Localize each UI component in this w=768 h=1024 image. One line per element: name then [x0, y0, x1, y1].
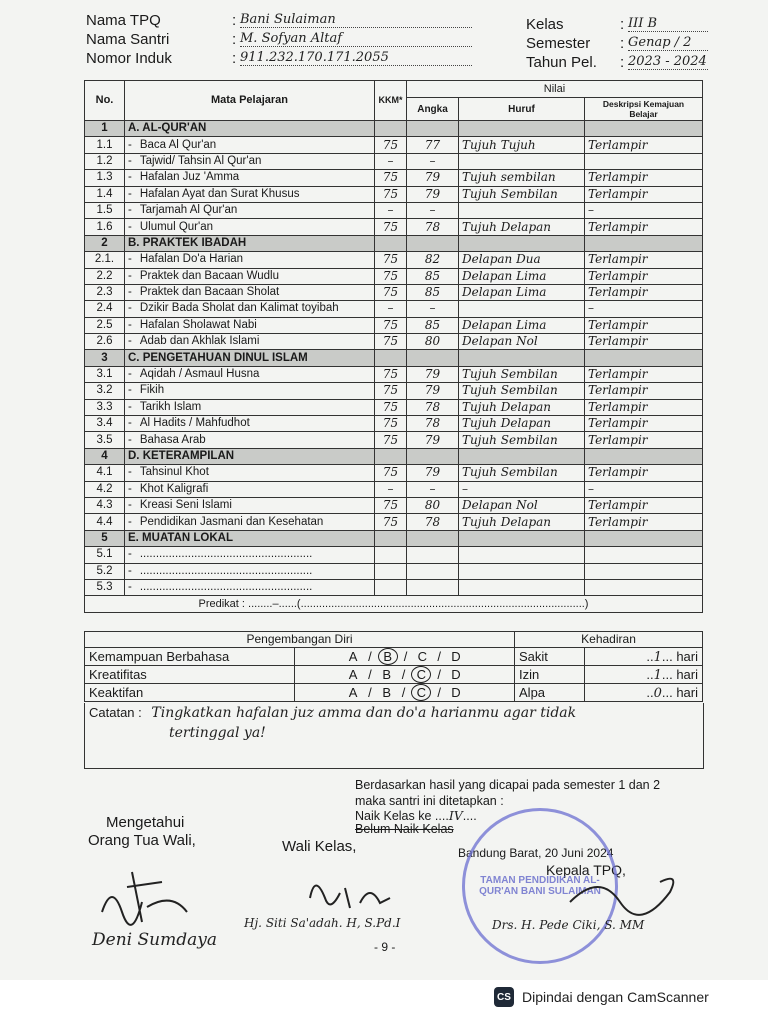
deskripsi-value	[585, 153, 703, 169]
angka-value	[407, 563, 459, 579]
attendance-count: 0	[653, 685, 662, 701]
nama-tpq-value: Bani Sulaiman	[240, 12, 472, 28]
pengembangan-title: Pengembangan Diri	[85, 632, 515, 648]
development-item: Keaktifan	[85, 684, 295, 702]
nama-santri-label: Nama Santri	[86, 31, 170, 48]
kkm-value: 75	[375, 399, 407, 415]
subject-name: - Fikih	[125, 383, 375, 399]
huruf-value	[459, 301, 585, 317]
col-header-kkm: KKM*	[375, 81, 407, 121]
development-item: Kemampuan Berbahasa	[85, 648, 295, 666]
deskripsi-value: Terlampir	[585, 432, 703, 448]
table-row	[85, 219, 703, 235]
row-number: 3.4	[85, 416, 125, 432]
row-number: 1.1	[85, 137, 125, 153]
subject-name: - ......................................................	[125, 547, 375, 563]
row-number: 3.5	[85, 432, 125, 448]
huruf-value: Tujuh Sembilan	[459, 383, 585, 399]
subject-name: - Tahsinul Khot	[125, 465, 375, 481]
subject-name: - Hafalan Ayat dan Surat Khusus	[125, 186, 375, 202]
col-header-mapel: Mata Pelajaran	[125, 81, 375, 121]
development-item: Kreatifitas	[85, 666, 295, 684]
row-number: 4.4	[85, 514, 125, 530]
angka-value: 79	[407, 383, 459, 399]
row-number: 2.2	[85, 268, 125, 284]
table-row	[85, 366, 703, 382]
table-row	[85, 284, 703, 300]
attendance-count: 1	[653, 667, 662, 683]
huruf-value: Tujuh sembilan	[459, 170, 585, 186]
section-title: D. KETERAMPILAN	[125, 448, 375, 464]
subject-name: - Bahasa Arab	[125, 432, 375, 448]
decision-line-1: Berdasarkan hasil yang dicapai pada semester 1 dan 2	[355, 778, 661, 792]
table-row	[85, 416, 703, 432]
section-number: 2	[85, 235, 125, 251]
row-number: 1.4	[85, 186, 125, 202]
orang-tua-label: Orang Tua Wali,	[88, 832, 196, 849]
angka-value: 79	[407, 366, 459, 382]
colon: :	[620, 35, 625, 52]
deskripsi-value: Terlampir	[585, 186, 703, 202]
table-row	[85, 170, 703, 186]
kkm-value: 75	[375, 416, 407, 432]
section-title: C. PENGETAHUAN DINUL ISLAM	[125, 350, 375, 366]
row-number: 1.2	[85, 153, 125, 169]
row-number: 1.3	[85, 170, 125, 186]
table-row	[85, 497, 703, 513]
kkm-value: –	[375, 153, 407, 169]
huruf-value	[459, 579, 585, 595]
kkm-value: 75	[375, 284, 407, 300]
subject-name: - Tajwid/ Tahsin Al Qur'an	[125, 153, 375, 169]
section-row	[85, 530, 703, 546]
grade-option: A	[348, 667, 358, 682]
colon: :	[620, 16, 625, 33]
angka-value: 79	[407, 170, 459, 186]
huruf-value: Delapan Lima	[459, 268, 585, 284]
tahun-value: 2023 - 2024	[628, 54, 707, 69]
row-number: 5.1	[85, 547, 125, 563]
angka-value	[407, 579, 459, 595]
angka-value: 78	[407, 219, 459, 235]
grade-option: A	[348, 649, 358, 664]
table-row	[85, 317, 703, 333]
table-row	[85, 481, 703, 497]
subject-name: - Aqidah / Asmaul Husna	[125, 366, 375, 382]
deskripsi-value: Terlampir	[585, 366, 703, 382]
deskripsi-value	[585, 563, 703, 579]
catatan-box	[84, 703, 704, 769]
kkm-value: 75	[375, 465, 407, 481]
row-number: 5.2	[85, 563, 125, 579]
attendance-label: Izin	[515, 666, 585, 684]
subject-name: - Praktek dan Bacaan Wudlu	[125, 268, 375, 284]
row-number: 2.1.	[85, 252, 125, 268]
deskripsi-value: Terlampir	[585, 170, 703, 186]
col-header-deskripsi: Deskripsi Kemajuan Belajar	[585, 98, 703, 121]
huruf-value: Delapan Nol	[459, 497, 585, 513]
predikat-row: Predikat : ........–......(.............................................................................................)	[85, 596, 703, 612]
kkm-value: –	[375, 301, 407, 317]
section-row	[85, 121, 703, 137]
attendance-count: 1	[653, 649, 662, 665]
deskripsi-value: Terlampir	[585, 416, 703, 432]
grade-option: C	[417, 649, 427, 664]
huruf-value: Tujuh Delapan	[459, 219, 585, 235]
deskripsi-value: –	[585, 202, 703, 218]
deskripsi-value: Terlampir	[585, 252, 703, 268]
camscanner-text: Dipindai dengan CamScanner	[522, 989, 709, 1005]
kelas-label: Kelas	[526, 16, 564, 33]
row-number: 3.1	[85, 366, 125, 382]
angka-value: 78	[407, 416, 459, 432]
naik-kelas-value: IV	[448, 808, 463, 823]
subject-name: - Ulumul Qur'an	[125, 219, 375, 235]
angka-value: 78	[407, 399, 459, 415]
grade-scale: A / B / C / D	[295, 684, 515, 702]
angka-value: 80	[407, 497, 459, 513]
kkm-value: –	[375, 481, 407, 497]
table-row	[85, 547, 703, 563]
attendance-value: ..1... hari	[585, 648, 703, 666]
row-number: 4.2	[85, 481, 125, 497]
subject-name: - Kreasi Seni Islami	[125, 497, 375, 513]
huruf-value	[459, 547, 585, 563]
kepala-tpq-label: Kepala TPQ,	[546, 862, 626, 878]
huruf-value: Delapan Lima	[459, 317, 585, 333]
row-number: 3.2	[85, 383, 125, 399]
subject-name: - ......................................................	[125, 579, 375, 595]
subject-name: - Tarikh Islam	[125, 399, 375, 415]
tahun-label: Tahun Pel.	[526, 54, 597, 71]
attendance-value: ..0... hari	[585, 684, 703, 702]
deskripsi-value	[585, 547, 703, 563]
attendance-value: ..1... hari	[585, 666, 703, 684]
col-header-nilai: Nilai	[407, 81, 703, 98]
table-row	[85, 301, 703, 317]
attendance-label: Alpa	[515, 684, 585, 702]
huruf-value: Tujuh Delapan	[459, 399, 585, 415]
deskripsi-value: Terlampir	[585, 399, 703, 415]
subject-name: - Pendidikan Jasmani dan Kesehatan	[125, 514, 375, 530]
catatan-line-1: Tingkatkan hafalan juz amma dan do'a harianmu agar tidak	[151, 705, 577, 721]
section-row	[85, 235, 703, 251]
table-row	[85, 563, 703, 579]
kkm-value: 75	[375, 137, 407, 153]
nomor-induk-label: Nomor Induk	[86, 50, 172, 67]
huruf-value: Tujuh Sembilan	[459, 432, 585, 448]
row-number: 2.5	[85, 317, 125, 333]
catatan-label: Catatan :	[89, 705, 142, 720]
grade-scale: A / B / C / D	[295, 648, 515, 666]
kkm-value	[375, 563, 407, 579]
angka-value: 79	[407, 432, 459, 448]
grades-table	[84, 80, 703, 613]
angka-value: –	[407, 202, 459, 218]
subject-name: - Khot Kaligrafi	[125, 481, 375, 497]
kelas-value: III B	[628, 16, 708, 32]
kepala-name: Drs. H. Pede Ciki, S. MM	[492, 918, 645, 932]
kkm-value: 75	[375, 186, 407, 202]
subject-name: - Hafalan Sholawat Nabi	[125, 317, 375, 333]
angka-value: 85	[407, 268, 459, 284]
attendance-unit: hari	[676, 684, 699, 700]
huruf-value: Delapan Nol	[459, 334, 585, 350]
grade-scale: A / B / C / D	[295, 666, 515, 684]
stamp-text: TAMAN PENDIDIKAN AL-QUR'AN BANI SULAIMAN	[479, 875, 601, 897]
row-number: 1.5	[85, 202, 125, 218]
table-row	[85, 383, 703, 399]
kepala-signature	[560, 862, 690, 922]
attendance-unit: hari	[676, 648, 699, 664]
development-table	[84, 631, 703, 702]
table-row	[85, 252, 703, 268]
angka-value: –	[407, 301, 459, 317]
wali-name: Hj. Siti Sa'adah. H, S.Pd.I	[244, 916, 401, 930]
table-row	[85, 579, 703, 595]
parent-name: Deni Sumdaya	[92, 930, 217, 950]
development-row	[85, 684, 703, 702]
subject-name: - Adab dan Akhlak Islami	[125, 334, 375, 350]
page-number: - 9 -	[374, 940, 396, 954]
kkm-value: 75	[375, 219, 407, 235]
table-row	[85, 514, 703, 530]
huruf-value	[459, 153, 585, 169]
camscanner-icon: CS	[494, 987, 514, 1007]
deskripsi-value: Terlampir	[585, 137, 703, 153]
row-number: 5.3	[85, 579, 125, 595]
kkm-value: 75	[375, 514, 407, 530]
grade-option: D	[451, 685, 461, 700]
catatan-line-2: tertinggal ya!	[169, 725, 266, 741]
development-row	[85, 648, 703, 666]
kehadiran-title: Kehadiran	[515, 632, 703, 648]
deskripsi-value	[585, 579, 703, 595]
section-title: E. MUATAN LOKAL	[125, 530, 375, 546]
attendance-unit: hari	[676, 666, 699, 682]
grade-option: C	[411, 684, 431, 701]
section-number: 1	[85, 121, 125, 137]
huruf-value: Tujuh Sembilan	[459, 366, 585, 382]
colon: :	[232, 12, 237, 29]
kkm-value: 75	[375, 497, 407, 513]
angka-value: –	[407, 481, 459, 497]
table-row	[85, 465, 703, 481]
camscanner-watermark	[486, 984, 717, 1010]
naik-kelas-label: Naik Kelas ke	[355, 809, 432, 823]
grade-option: A	[348, 685, 358, 700]
place-date: Bandung Barat, 20 Juni 2024	[458, 846, 614, 860]
grade-option: B	[378, 648, 398, 665]
section-row	[85, 448, 703, 464]
row-number: 1.6	[85, 219, 125, 235]
subject-name: - Tarjamah Al Qur'an	[125, 202, 375, 218]
angka-value: 85	[407, 284, 459, 300]
deskripsi-value: Terlampir	[585, 514, 703, 530]
subject-name: - Hafalan Do'a Harian	[125, 252, 375, 268]
subject-name: - Baca Al Qur'an	[125, 137, 375, 153]
class-header	[526, 16, 716, 76]
table-row	[85, 153, 703, 169]
development-body	[85, 648, 703, 702]
angka-value: –	[407, 153, 459, 169]
huruf-value: Tujuh Delapan	[459, 416, 585, 432]
col-header-no: No.	[85, 81, 125, 121]
table-row	[85, 399, 703, 415]
section-title: A. AL-QUR'AN	[125, 121, 375, 137]
grade-option: B	[382, 667, 392, 682]
attendance-label: Sakit	[515, 648, 585, 666]
table-row	[85, 268, 703, 284]
table-row	[85, 334, 703, 350]
subject-name: - Dzikir Bada Sholat dan Kalimat toyibah	[125, 301, 375, 317]
kkm-value: 75	[375, 170, 407, 186]
row-number: 2.6	[85, 334, 125, 350]
section-title: B. PRAKTEK IBADAH	[125, 235, 375, 251]
huruf-value: Tujuh Sembilan	[459, 465, 585, 481]
row-number: 2.3	[85, 284, 125, 300]
wali-signature	[300, 868, 400, 918]
grade-option: D	[451, 649, 461, 664]
huruf-value: –	[459, 481, 585, 497]
row-number: 3.3	[85, 399, 125, 415]
kkm-value: 75	[375, 432, 407, 448]
semester-value: Genap / 2	[628, 35, 708, 51]
col-header-huruf: Huruf	[459, 98, 585, 121]
huruf-value: Tujuh Sembilan	[459, 186, 585, 202]
kkm-value: 75	[375, 366, 407, 382]
kkm-value: 75	[375, 334, 407, 350]
subject-name: - Al Hadits / Mahfudhot	[125, 416, 375, 432]
naik-kelas: Naik Kelas ke ....IV....	[355, 808, 477, 823]
grade-option: D	[451, 667, 461, 682]
table-row	[85, 202, 703, 218]
deskripsi-value: Terlampir	[585, 219, 703, 235]
wali-kelas-label: Wali Kelas,	[282, 838, 357, 855]
angka-value: 78	[407, 514, 459, 530]
kkm-value: 75	[375, 268, 407, 284]
nama-santri-value: M. Sofyan Altaf	[240, 31, 472, 47]
nomor-induk-value: 911.232.170.171.2055	[240, 50, 472, 66]
colon: :	[620, 54, 625, 71]
section-number: 5	[85, 530, 125, 546]
grades-body	[85, 121, 703, 596]
grade-option: C	[411, 666, 431, 683]
subject-name: - ......................................................	[125, 563, 375, 579]
subject-name: - Hafalan Juz 'Amma	[125, 170, 375, 186]
huruf-value: Tujuh Delapan	[459, 514, 585, 530]
development-row	[85, 666, 703, 684]
angka-value: 79	[407, 465, 459, 481]
deskripsi-value: Terlampir	[585, 268, 703, 284]
semester-label: Semester	[526, 35, 591, 52]
section-row	[85, 350, 703, 366]
deskripsi-value: Terlampir	[585, 497, 703, 513]
row-number: 2.4	[85, 301, 125, 317]
huruf-value: Delapan Dua	[459, 252, 585, 268]
table-row	[85, 186, 703, 202]
col-header-angka: Angka	[407, 98, 459, 121]
subject-name: - Praktek dan Bacaan Sholat	[125, 284, 375, 300]
section-number: 3	[85, 350, 125, 366]
angka-value: 79	[407, 186, 459, 202]
deskripsi-value: Terlampir	[585, 284, 703, 300]
kkm-value: –	[375, 202, 407, 218]
kkm-value	[375, 547, 407, 563]
angka-value: 77	[407, 137, 459, 153]
deskripsi-value: Terlampir	[585, 317, 703, 333]
row-number: 4.3	[85, 497, 125, 513]
nama-tpq-label: Nama TPQ	[86, 12, 161, 29]
grade-option: B	[382, 685, 392, 700]
colon: :	[232, 31, 237, 48]
angka-value: 85	[407, 317, 459, 333]
deskripsi-value: –	[585, 301, 703, 317]
table-row	[85, 137, 703, 153]
angka-value: 82	[407, 252, 459, 268]
kkm-value	[375, 579, 407, 595]
belum-naik-kelas: Belum Naik Kelas	[355, 822, 454, 836]
parent-signature	[92, 862, 202, 932]
kkm-value: 75	[375, 252, 407, 268]
huruf-value: Delapan Lima	[459, 284, 585, 300]
deskripsi-value: –	[585, 481, 703, 497]
deskripsi-value: Terlampir	[585, 383, 703, 399]
angka-value	[407, 547, 459, 563]
row-number: 4.1	[85, 465, 125, 481]
kkm-value: 75	[375, 383, 407, 399]
deskripsi-value: Terlampir	[585, 465, 703, 481]
kkm-value: 75	[375, 317, 407, 333]
huruf-value	[459, 202, 585, 218]
mengetahui-label: Mengetahui	[106, 814, 185, 831]
decision-line-2: maka santri ini ditetapkan :	[355, 794, 504, 808]
angka-value: 80	[407, 334, 459, 350]
colon: :	[232, 50, 237, 67]
huruf-value	[459, 563, 585, 579]
huruf-value: Tujuh Tujuh	[459, 137, 585, 153]
section-number: 4	[85, 448, 125, 464]
student-header	[86, 12, 506, 72]
deskripsi-value: Terlampir	[585, 334, 703, 350]
table-row	[85, 432, 703, 448]
